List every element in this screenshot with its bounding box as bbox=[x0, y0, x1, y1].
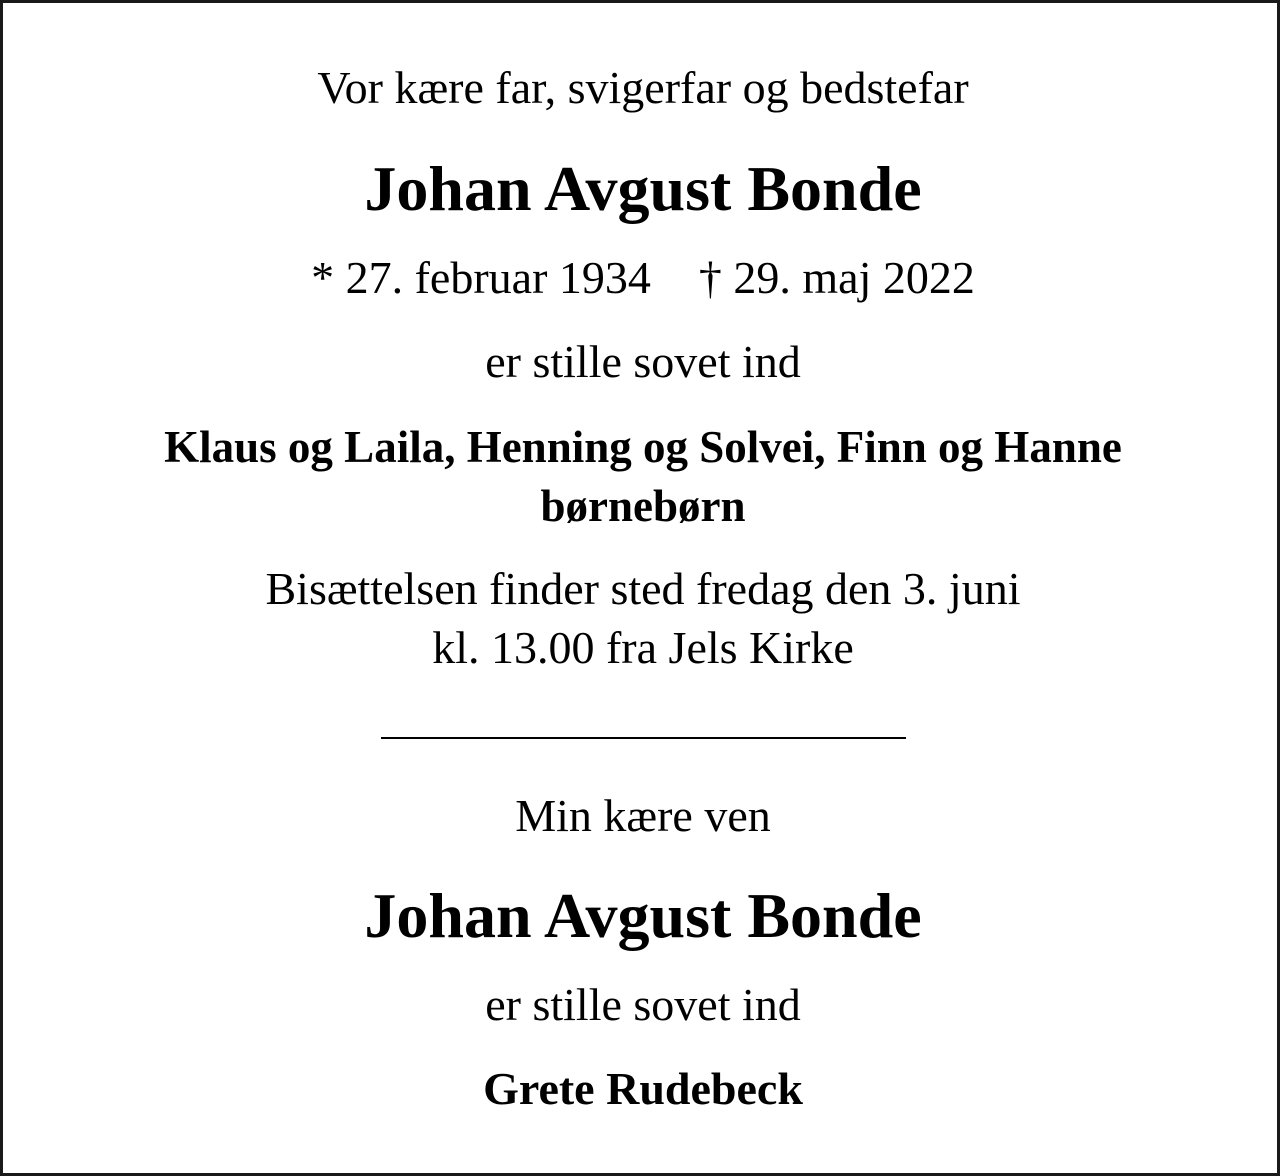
section-divider bbox=[381, 737, 906, 739]
funeral-info-line-1: Bisættelsen finder sted fredag den 3. juni bbox=[265, 563, 1021, 614]
funeral-info-line-2: kl. 13.00 fra Jels Kirke bbox=[432, 622, 854, 673]
grandchildren-label: børnebørn bbox=[540, 481, 746, 531]
deceased-name-heading: Johan Avgust Bonde bbox=[364, 153, 922, 224]
deceased-name-heading-2: Johan Avgust Bonde bbox=[364, 880, 922, 951]
passing-text: er stille sovet ind bbox=[485, 336, 801, 387]
passing-text-2: er stille sovet ind bbox=[485, 979, 801, 1030]
life-dates bbox=[3, 252, 1280, 303]
signer-name: Grete Rudebeck bbox=[483, 1063, 803, 1114]
death-date: † 29. maj 2022 bbox=[698, 252, 975, 303]
birth-date: * 27. februar 1934 bbox=[311, 252, 651, 303]
family-intro-text: Vor kære far, svigerfar og bedstefar bbox=[317, 62, 969, 113]
mourners-names: Klaus og Laila, Henning og Solvei, Finn og Hanne bbox=[164, 422, 1122, 472]
friend-intro-text: Min kære ven bbox=[515, 790, 771, 841]
